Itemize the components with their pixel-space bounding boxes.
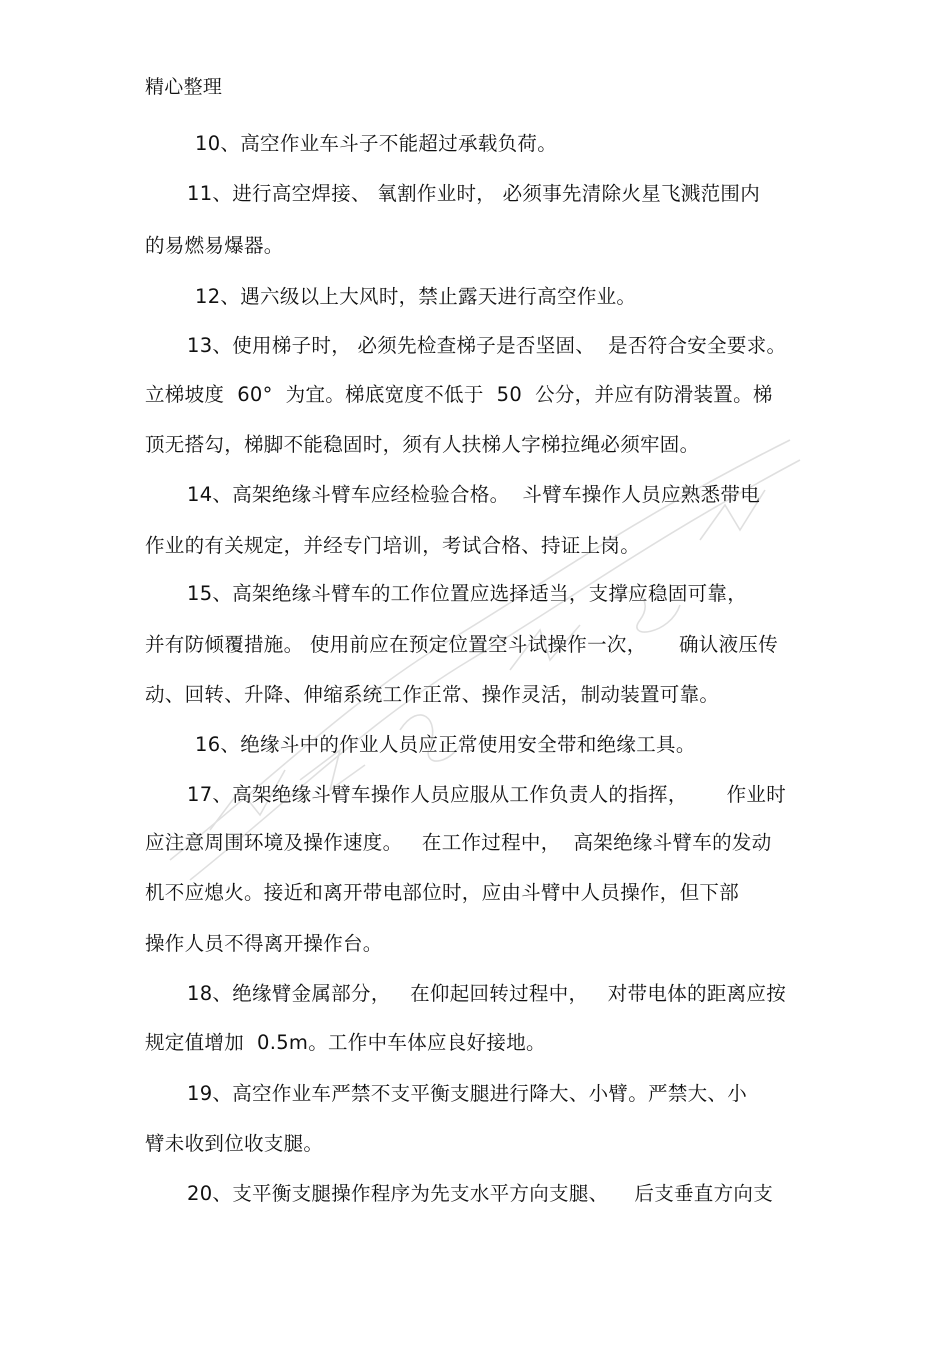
text-line-13: 16、绝缘斗中的作业人员应正常使用安全带和绝缘工具。: [195, 733, 696, 756]
text-line-18: 18、绝缘臂金属部分， 在仰起回转过程中， 对带电体的距离应按: [187, 982, 787, 1005]
text-line-4: 12、遇六级以上大风时，禁止露天进行高空作业。: [195, 285, 637, 308]
text-line-17: 操作人员不得离开操作台。: [145, 932, 383, 955]
text-line-22: 20、支平衡支腿操作程序为先支水平方向支腿、 后支垂直方向支: [187, 1182, 774, 1205]
text-line-15: 应注意周围环境及操作速度。 在工作过程中， 高架绝缘斗臂车的发动: [145, 831, 772, 854]
text-line-6: 立梯坡度 60° 为宜。梯底宽度不低于 50 公分，并应有防滑装置。梯: [145, 383, 773, 406]
text-line-3: 的易燃易爆器。: [145, 234, 284, 257]
text-line-20: 19、高空作业车严禁不支平衡支腿进行降大、小臂。严禁大、小: [187, 1082, 748, 1105]
text-line-10: 15、高架绝缘斗臂车的工作位置应选择适当，支撑应稳固可靠，: [187, 582, 748, 605]
text-line-8: 14、高架绝缘斗臂车应经检验合格。 斗臂车操作人员应熟悉带电: [187, 483, 761, 506]
text-line-1: 10、高空作业车斗子不能超过承载负荷。: [195, 132, 558, 155]
text-line-21: 臂未收到位收支腿。: [145, 1132, 324, 1155]
text-line-2: 11、进行高空焊接、 氧割作业时， 必须事先清除火星飞溅范围内: [187, 182, 761, 205]
text-line-12: 动、回转、升降、伸缩系统工作正常、操作灵活，制动装置可靠。: [145, 683, 720, 706]
text-line-16: 机不应熄火。接近和离开带电部位时，应由斗臂中人员操作，但下部: [145, 881, 740, 904]
text-line-11: 并有防倾覆措施。 使用前应在预定位置空斗试操作一次， 确认液压传: [145, 633, 778, 656]
text-line-5: 13、使用梯子时， 必须先检查梯子是否坚固、 是否符合安全要求。: [187, 334, 787, 357]
text-line-9: 作业的有关规定，并经专门培训，考试合格、持证上岗。: [145, 534, 641, 557]
text-line-19: 规定值增加 0.5m。工作中车体应良好接地。: [145, 1031, 546, 1054]
page-header: 精心整理: [145, 76, 223, 98]
text-line-7: 顶无搭勾，梯脚不能稳固时，须有人扶梯人字梯拉绳必须牢固。: [145, 433, 700, 456]
text-line-14: 17、高架绝缘斗臂车操作人员应服从工作负责人的指挥， 作业时: [187, 783, 787, 806]
